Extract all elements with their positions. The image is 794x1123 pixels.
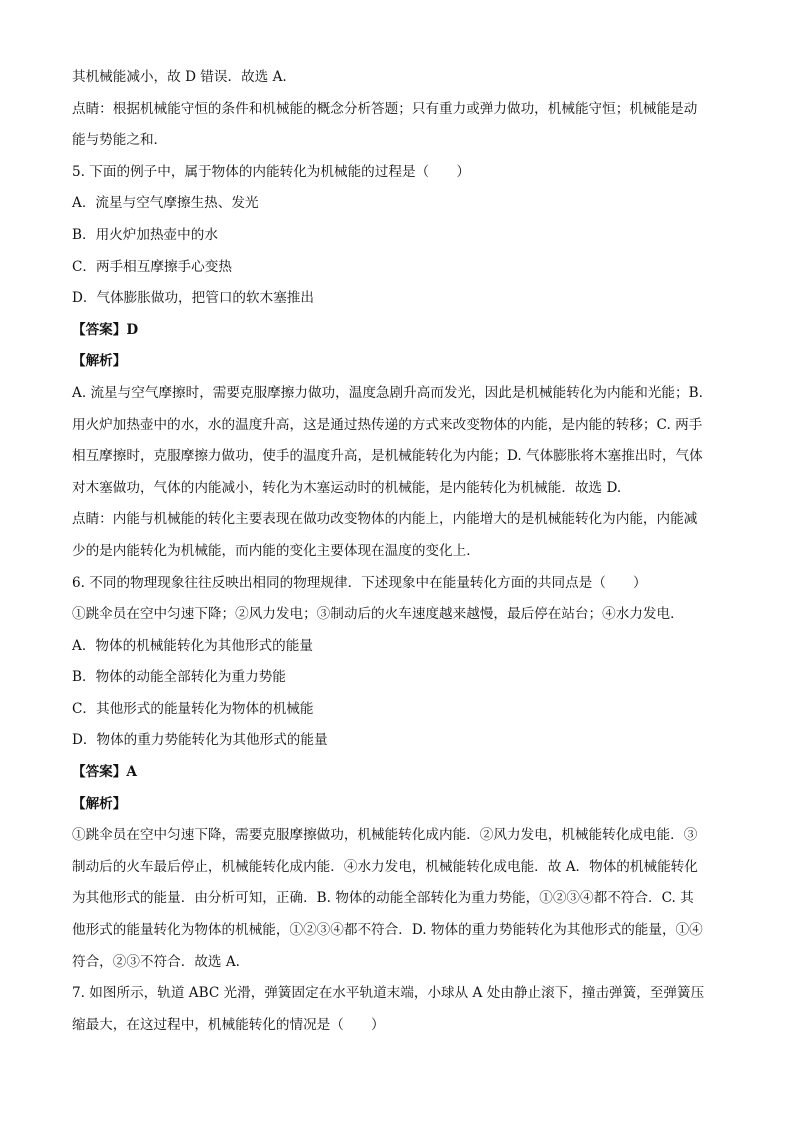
text-line: 少的是内能转化为机械能，而内能的变化主要体现在温度的变化上． xyxy=(72,542,480,559)
text-line: A．物体的机械能转化为其他形式的能量 xyxy=(72,637,313,654)
text-line: 相互摩擦时，克服摩擦力做功，使手的温度升高，是机械能转化为内能；D. 气体膨胀将木塞推出时，气体 xyxy=(72,448,703,465)
text-line: 符合，②③不符合．故选 A. xyxy=(72,953,240,970)
text-line: 能与势能之和． xyxy=(72,132,168,149)
text-line: 6. 不同的物理现象往往反映出相同的物理规律．下述现象中在能量转化方面的共同点是（ ） xyxy=(72,574,647,591)
text-line: 制动后的火车最后停止，机械能转化成内能．④水力发电，机械能转化成电能．故 A．物体的机械能转化 xyxy=(72,858,698,875)
text-line: A．流星与空气摩擦生热、发光 xyxy=(72,195,259,212)
text-line: C．其他形式的能量转化为物体的机械能 xyxy=(72,700,314,717)
text-line: ①跳伞员在空中匀速下降；②风力发电；③制动后的火车速度越来越慢，最后停在站台；④水力发电． xyxy=(72,606,684,623)
text-line: 点睛：内能与机械能的转化主要表现在做功改变物体的内能上，内能增大的是机械能转化为内能，内能减 xyxy=(72,511,698,528)
text-line: 5. 下面的例子中，属于物体的内能转化为机械能的过程是（ ） xyxy=(72,163,470,180)
text-line: 对木塞做功，气体的内能减小，转化为木塞运动时的机械能，是内能转化为机械能．故选 D. xyxy=(72,479,622,496)
text-line: 其机械能减小，故 D 错误．故选 A. xyxy=(72,69,287,85)
text-line: 7. 如图所示，轨道 ABC 光滑，弹簧固定在水平轨道末端，小球从 A 处由静止滚下，撞击弹簧，至弹簧压 xyxy=(72,985,705,1002)
document-page xyxy=(72,62,732,1041)
text-line: 【答案】D xyxy=(72,321,139,338)
text-line: B．物体的动能全部转化为重力势能 xyxy=(72,669,286,686)
text-line: 用火炉加热壶中的水，水的温度升高，这是通过热传递的方式来改变物体的内能，是内能的转移；C. 两手 xyxy=(72,416,703,433)
text-line: D．气体膨胀做功，把管口的软木塞推出 xyxy=(72,290,314,307)
text-line: ①跳伞员在空中匀速下降，需要克服摩擦做功，机械能转化成内能．②风力发电，机械能转化成电能．③ xyxy=(72,827,698,844)
text-line: 【解析】 xyxy=(72,795,127,812)
text-line: 为其他形式的能量．由分析可知，正确．B. 物体的动能全部转化为重力势能，①②③④都不符合．C. 其 xyxy=(72,890,694,907)
text-line: B．用火炉加热壶中的水 xyxy=(72,226,218,243)
text-line: 他形式的能量转化为物体的机械能，①②③④都不符合．D. 物体的重力势能转化为其他形式的能量，①④ xyxy=(72,922,703,939)
text-line: 点睛：根据机械能守恒的条件和机械能的概念分析答题；只有重力或弹力做功，机械能守恒；机械能是动 xyxy=(72,100,698,117)
text-line: 缩最大，在这过程中，机械能转化的情况是（ ） xyxy=(72,1016,385,1033)
text-line: 【答案】A xyxy=(72,764,137,781)
text-line: C．两手相互摩擦手心变热 xyxy=(72,258,232,275)
text-line: D．物体的重力势能转化为其他形式的能量 xyxy=(72,732,328,749)
text-line: 【解析】 xyxy=(72,353,127,370)
text-line: A. 流星与空气摩擦时，需要克服摩擦力做功，温度急剧升高而发光，因此是机械能转化为内能和光能；B. xyxy=(72,384,703,401)
